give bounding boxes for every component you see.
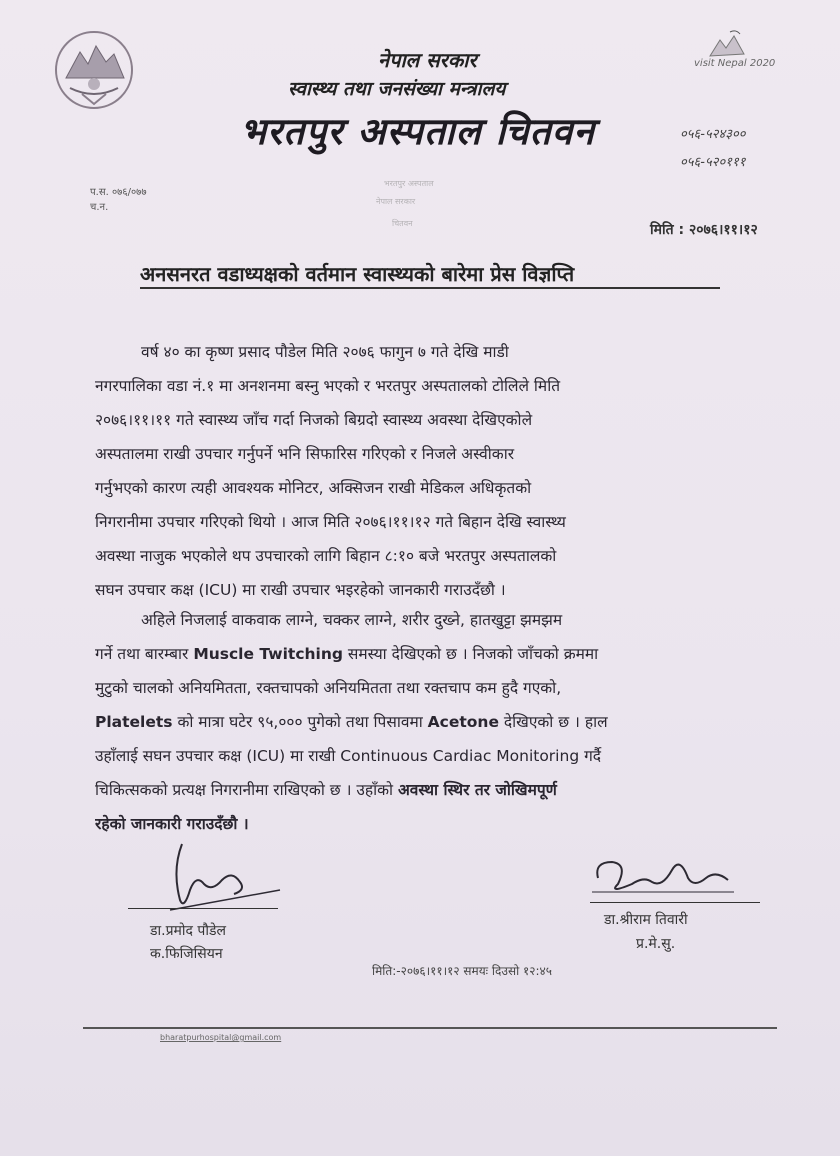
text-run: चिकित्सकको प्रत्यक्ष निगरानीमा राखिएको छ । उहाँको xyxy=(95,781,398,799)
paragraph-line: रहेको जानकारी गराउदँछौ । xyxy=(95,815,249,833)
nepal-emblem-icon xyxy=(52,28,136,112)
text-run: गर्ने तथा बारम्बार xyxy=(95,645,194,663)
faint-stamp xyxy=(348,174,478,252)
dispatch-number: च.न. xyxy=(90,202,109,213)
hospital-name: भरतपुर अस्पताल चितवन xyxy=(240,110,595,153)
page-title: अनसनरत वडाध्यक्षको वर्तमान स्वास्थ्यको बारेमा प्रेस विज्ञप्ति xyxy=(140,262,575,286)
right-signatory-role: प्र.मे.सु. xyxy=(636,936,676,952)
paragraph-line xyxy=(95,773,785,807)
footer-email: bharatpurhospital@gmail.com xyxy=(160,1033,282,1042)
paragraph-line: गर्नुभएको कारण त्यही आवश्यक मोनिटर, अक्सिजन राखी मेडिकल अधिकृतको xyxy=(95,479,532,497)
paragraph-line: अस्पतालमा राखी उपचार गर्नुपर्ने भनि सिफारिस गरिएको र निजले अस्वीकार xyxy=(95,445,515,463)
issue-datetime: मिति:-२०७६।११।१२ समयः दिउसो १२:४५ xyxy=(372,964,553,978)
paragraph-line xyxy=(95,705,785,739)
paragraph-line: उहाँलाई सघन उपचार कक्ष (ICU) मा राखी Continuous Cardiac Monitoring गर्दै xyxy=(95,747,602,765)
paragraph-line: २०७६।११।११ गते स्वास्थ्य जाँच गर्दा निजको बिग्रदो स्वास्थ्य अवस्था देखिएकोले xyxy=(95,411,533,429)
ministry-heading: स्वास्थ्य तथा जनसंख्या मन्त्रालय xyxy=(288,78,506,100)
condition-emphasis: अवस्था स्थिर तर जोखिमपूर्ण xyxy=(397,781,557,799)
letter-number: प.स. ०७६/०७७ xyxy=(90,187,147,198)
left-signatory-name: डा.प्रमोद पौडेल xyxy=(150,923,226,939)
title-underline xyxy=(140,287,720,289)
paragraph-line: निगरानीमा उपचार गरिएको थियो । आज मिति २०७६।११।१२ गते बिहान देखि स्वास्थ्य xyxy=(95,513,566,531)
right-signatory-name: डा.श्रीराम तिवारी xyxy=(604,912,688,928)
paragraph-1 xyxy=(95,335,785,607)
acetone-term: Acetone xyxy=(427,713,499,731)
paragraph-line: नगरपालिका वडा नं.१ मा अनशनमा बस्नु भएको र भरतपुर अस्पतालको टोलिले मिति xyxy=(95,377,561,395)
signature-line-left xyxy=(128,908,278,909)
paragraph-line: अहिले निजलाई वाकवाक लाग्ने, चक्कर लाग्ने, शरीर दुख्ने, हातखुट्टा झमझम xyxy=(141,611,563,629)
visit-nepal-text: visit Nepal 2020 xyxy=(694,58,776,69)
phone-number-1: ०५६-५२४३०० xyxy=(680,127,746,142)
paragraph-line: सघन उपचार कक्ष (ICU) मा राखी उपचार भइरहेको जानकारी गराउदँछौ । xyxy=(95,581,506,599)
stamp-line: नेपाल सरकार xyxy=(376,197,416,206)
document-date: मिति : २०७६।११।१२ xyxy=(650,222,758,238)
platelets-term: Platelets xyxy=(95,713,173,731)
muscle-twitching-term: Muscle Twitching xyxy=(193,645,343,663)
text-run: देखिएको छ । हाल xyxy=(498,713,608,731)
signature-line-right xyxy=(590,902,760,903)
right-signature-icon xyxy=(588,848,738,908)
stamp-line: भरतपुर अस्पताल xyxy=(384,179,434,188)
paragraph-line: मुटुको चालको अनियमितता, रक्तचापको अनियमितता तथा रक्तचाप कम हुदै गएको, xyxy=(95,679,562,697)
stamp-line: चितवन xyxy=(392,219,413,228)
left-signatory-role: क.फिजिसियन xyxy=(150,946,223,962)
footer-divider xyxy=(83,1027,777,1029)
visit-nepal-logo-icon xyxy=(680,30,772,82)
text-run: को मात्रा घटेर ९५,००० पुगेको तथा पिसावमा xyxy=(172,713,428,731)
text-run: समस्या देखिएको छ । निजको जाँचको क्रममा xyxy=(342,645,599,663)
paragraph-line: वर्ष ४० का कृष्ण प्रसाद पौडेल मिति २०७६ फागुन ७ गते देखि माडी xyxy=(141,343,509,361)
paragraph-line xyxy=(95,637,785,671)
government-heading: नेपाल सरकार xyxy=(378,48,477,72)
paragraph-2 xyxy=(95,603,785,841)
phone-number-2: ०५६-५२०१११ xyxy=(680,155,746,170)
paragraph-line: अवस्था नाजुक भएकोले थप उपचारको लागि बिहान ८:१० बजे भरतपुर अस्पतालको xyxy=(95,547,557,565)
